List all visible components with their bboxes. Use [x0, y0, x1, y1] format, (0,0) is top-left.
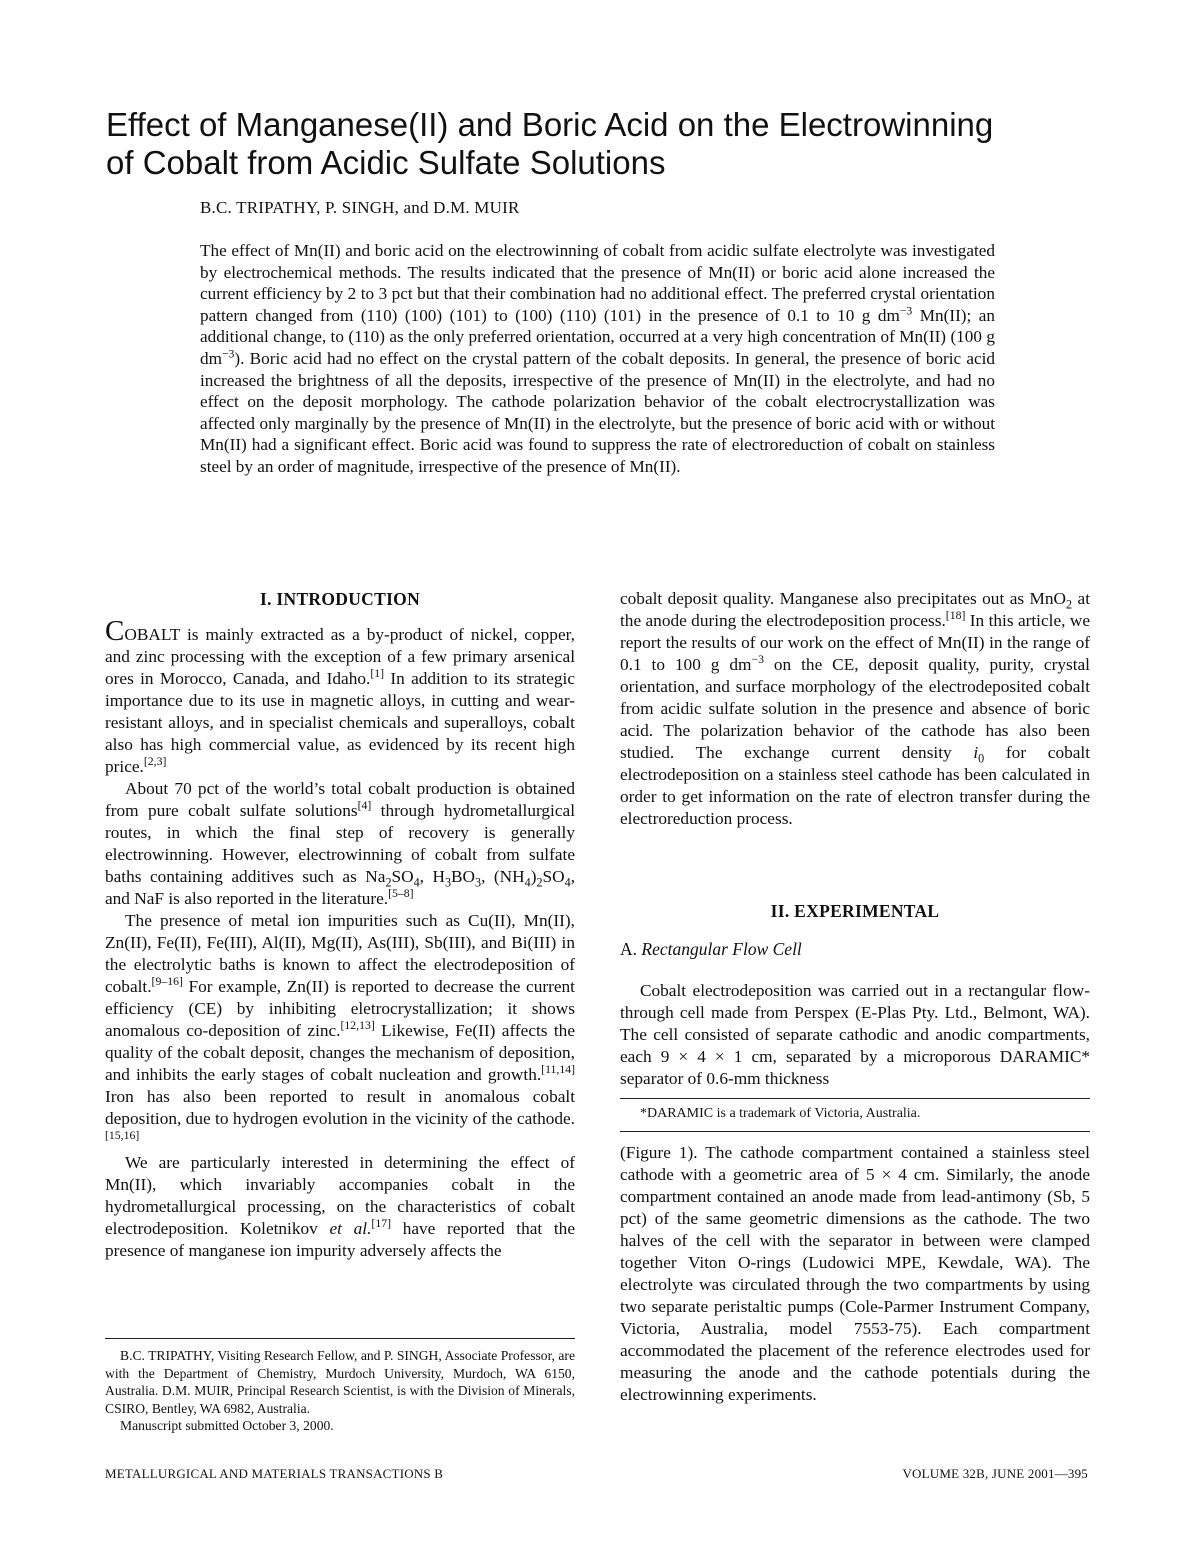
footnote-divider-bottom — [620, 1131, 1090, 1132]
title-line-1: Effect of Manganese(II) and Boric Acid on the Electrowinning — [106, 106, 994, 144]
intro-paragraph-continued: cobalt deposit quality. Manganese also precipitates out as MnO$_2$ at the anode during the electrodeposition process.[18] In this article, we report the results of our work on the effect of Mn(II) in the range of 0.1 to 100 g $dm^{-3}$ on the CE, deposit quality, purity, crystal orientation, and surface morphology of the electrodeposited cobalt from acidic sulfate solution in the presence and absence of boric acid. The polarization behavior of the cathode has also been studied. The exchange current density $i_0$ for cobalt electrodeposition on a stainless steel cathode has been calculated in order to get information on the rate of electron transfer during the electroreduction process. — [620, 589, 1090, 828]
intro-paragraph-1: COBALT is mainly extracted as a by-product of nickel, copper, and zinc processing with the exception of a few primary arsenical ores in Morocco, Canada, and Idaho.[1] In addition to its strategic importance due to its use in magnetic alloys, in cutting and wear-resistant alloys, and in specialist chemicals and superalloys, cobalt also has high commercial value, as evidenced by its recent high price.[2,3] — [105, 615, 575, 776]
author-list: B.C. TRIPATHY, P. SINGH, and D.M. MUIR — [200, 198, 520, 217]
citation: [11,14] — [541, 1063, 575, 1077]
experimental-paragraph-2: (Figure 1). The cathode compartment contained a stainless steel cathode with a geometric area of 5 × 4 cm. Similarly, the anode compartment contained an anode made from lead-antimony (Sb, 5 pct) of the same geometric dimensions as the cathode. The two halves of the cell with the separator in between were clamped together Viton O-rings (Ludowici MPE, Kewdale, WA). The electrolyte was circulated through the two compartments by using two separate peristaltic pumps (Cole-Parmer Instrument Company, Victoria, Australia, model 7553-75). Each compartment accommodated the placement of the reference electrodes used for measuring the anode and the cathode potentials during the electrowinning experiments. — [620, 1143, 1090, 1404]
experimental-heading: II. EXPERIMENTAL — [770, 901, 940, 921]
intro-paragraph-4: We are particularly interested in determining the effect of Mn(II), which invariably accompanies cobalt in the hydrometallurgical processing, on the characteristics of cobalt electrodeposition. Koletnikov et al.[17] have reported that the presence of manganese ion impurity adversely affects the — [105, 1153, 575, 1260]
title-line-2: of Cobalt from Acidic Sulfate Solutions — [106, 144, 666, 182]
experimental-paragraph-1: Cobalt electrodeposition was carried out in a rectangular flow-through cell made from Perspex (E-Plas Pty. Ltd., Belmont, WA). The cell consisted of separate cathodic and anodic compartments, each 9 × 4 × 1 cm, separated by a microporous DARAMIC* separator of 0.6-mm thickness — [620, 981, 1090, 1088]
trademark-footnote: *DARAMIC is a trademark of Victoria, Australia. — [640, 1106, 921, 1121]
affiliation-footnote — [105, 1338, 575, 1435]
citation: [12,13] — [340, 1019, 375, 1033]
paper-title — [106, 106, 1106, 182]
left-column — [105, 588, 575, 1262]
citation: [4] — [357, 799, 372, 813]
affiliation-text: B.C. TRIPATHY, Visiting Research Fellow, and P. SINGH, Associate Professor, are with the Department of Chemistry, Murdoch University, Murdoch, WA 6150, Australia. D.M. MUIR, Principal Research Scientist, is with the Division of Minerals, CSIRO, Bentley, WA 6982, Australia. — [105, 1348, 575, 1416]
intro-paragraph-2: About 70 pct of the world’s total cobalt production is obtained from pure cobalt sulfate solutions[4] through hydrometallurgical routes, in which the final step of recovery is generally electrowinning. However, electrowinning of cobalt from sulfate baths containing additives such as $Na_2SO_4$, $H_3BO_3$, $(NH_4)_2SO_4$, and NaF is also reported in the literature.[5–8] — [105, 779, 576, 908]
citation: [2,3] — [143, 755, 167, 769]
subsection-heading: A. Rectangular Flow Cell — [620, 939, 802, 959]
citation: [5–8] — [388, 887, 414, 901]
citation: [1] — [370, 667, 385, 681]
volume-page-footer: VOLUME 32B, JUNE 2001—395 — [902, 1466, 1088, 1481]
citation: [17] — [371, 1217, 391, 1231]
intro-paragraph-3: The presence of metal ion impurities such as Cu(II), Mn(II), Zn(II), Fe(II), Fe(III), Al(II), Mg(II), As(III), Sb(III), and Bi(III) in the electrolytic baths is known to affect the electrodeposition of cobalt.[9–16] For example, Zn(II) is reported to decrease the current efficiency (CE) by inhibiting eletrocrystallization; it shows anomalous co-deposition of zinc.[12,13] Likewise, Fe(II) affects the quality of the cobalt deposit, changes the mechanism of deposition, and inhibits the early stages of cobalt nucleation and growth.[11,14] Iron has also been reported to result in anomalous cobalt deposition, due to hydrogen evolution in the vicinity of the cathode.[15,16] — [105, 911, 575, 1143]
citation: [18] — [945, 609, 966, 623]
abstract: The effect of Mn(II) and boric acid on the electrowinning of cobalt from acidic sulfate electrolyte was investigated by electrochemical methods. The results indicated that the presence of Mn(II) or boric acid alone increased the current efficiency by 2 to 3 pct but that their combination had no additional effect. The preferred crystal orientation pattern changed from (110) (100) (101) to (100) (110) (101) in the presence of 0.1 to 10 g $dm^{-3}$ Mn(II); an additional change, to (110) as the only preferred orientation, occurred at a very high concentration of Mn(II) (100 g $dm^{-3}$). Boric acid had no effect on the crystal pattern of the cobalt deposits. In general, the presence of boric acid increased the brightness of all the deposits, irrespective of the presence of Mn(II) in the electrolyte, and had no effect on the deposit morphology. The cathode polarization behavior of the cobalt electrocrystallization was affected only marginally by the presence of Mn(II) in the electrolyte, but the presence of boric acid with or without Mn(II) had a significant effect. Boric acid was found to suppress the rate of electroreduction of cobalt on stainless steel by an order of magnitude, irrespective of the presence of Mn(II). — [200, 241, 995, 476]
journal-name-footer: METALLURGICAL AND MATERIALS TRANSACTIONS B — [105, 1466, 444, 1481]
citation: [15,16] — [105, 1129, 140, 1143]
citation: [9–16] — [151, 975, 183, 989]
drop-cap: C — [105, 615, 125, 647]
introduction-heading: I. INTRODUCTION — [259, 589, 421, 609]
submission-date: Manuscript submitted October 3, 2000. — [120, 1418, 334, 1434]
right-column — [620, 588, 1090, 1406]
